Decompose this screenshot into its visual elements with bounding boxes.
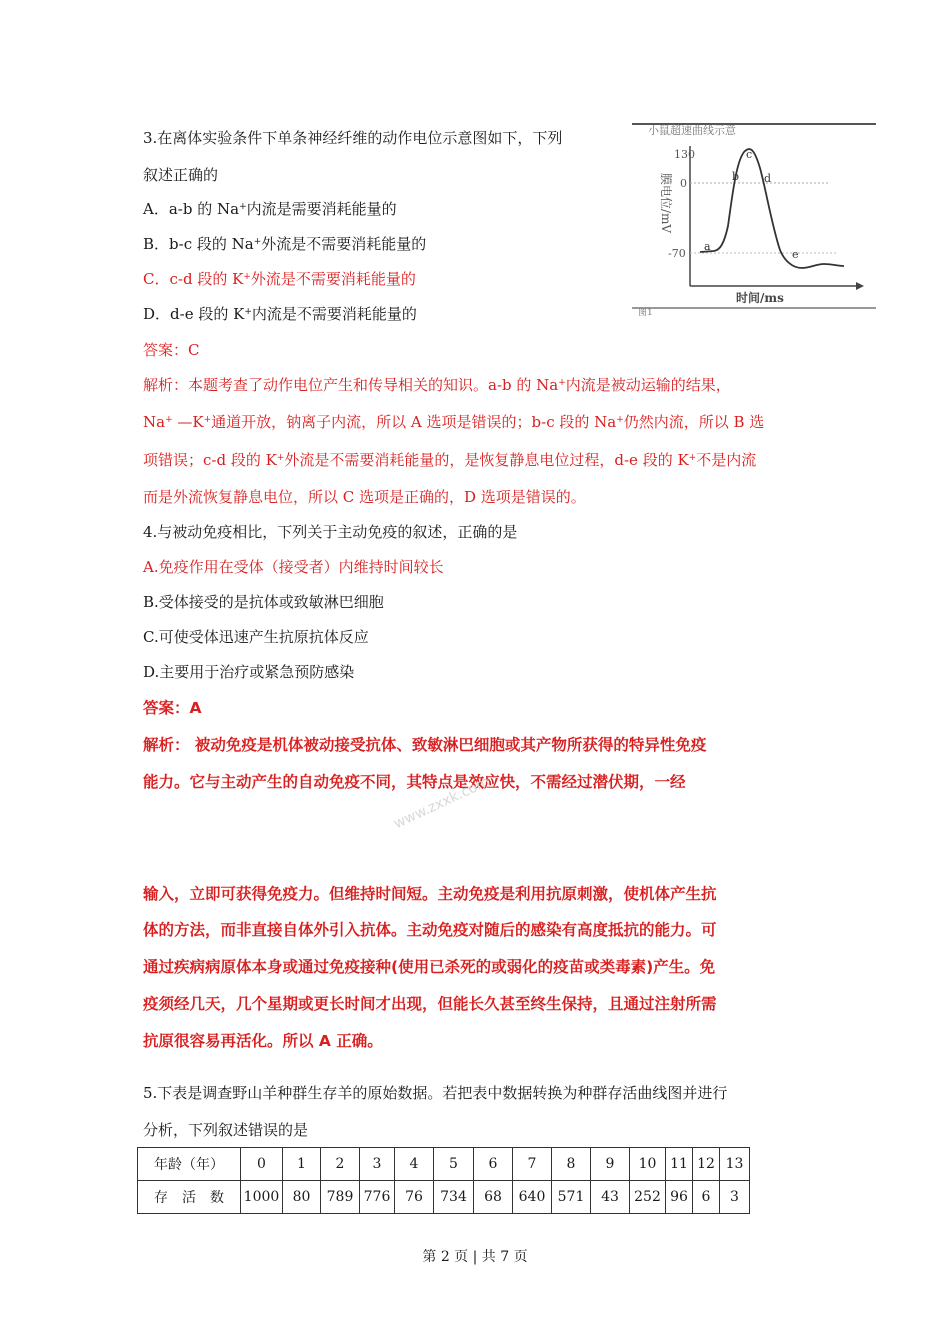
table-row-header-survivors: 存 活 数 bbox=[138, 1181, 241, 1214]
q4-analysis-line4: 体的方法，而非直接自体外引入抗体。主动免疫对随后的感染有高度抵抗的能力。可 bbox=[143, 921, 717, 939]
q3-analysis-l3-e: 不是内流 bbox=[696, 451, 757, 469]
page-footer: 第 2 页 | 共 7 页 bbox=[422, 1249, 528, 1265]
q4-option-d: D.主要用于治疗或紧急预防感染 bbox=[143, 663, 355, 681]
table-cell-survivors: 43 bbox=[591, 1181, 630, 1214]
q4-analysis-line3: 输入，立即可获得免疫力。但维持时间短。主动免疫是利用抗原刺激，使机体产生抗 bbox=[143, 885, 717, 903]
table-cell-age: 4 bbox=[395, 1148, 434, 1181]
table-row bbox=[138, 1148, 750, 1181]
table-cell-age: 12 bbox=[693, 1148, 720, 1181]
q3-analysis-l1-post: 内流是被动运输的结果， bbox=[565, 376, 731, 394]
q3-analysis-line3 bbox=[143, 450, 756, 470]
table-cell-age: 10 bbox=[630, 1148, 666, 1181]
q3-stem-line1: 3.在离体实验条件下单条神经纤维的动作电位示意图如下，下列 bbox=[143, 129, 563, 147]
q3-analysis-l2-e: 通道开放，钠离子内流，所以 A 选项是错误的；b-c 段的 Na bbox=[211, 413, 617, 431]
figure-point-e: e bbox=[792, 248, 799, 261]
table-cell-survivors: 80 bbox=[283, 1181, 321, 1214]
q4-analysis-line2: 能力。它与主动产生的自动免疫不同，其特点是效应快，不需经过潜伏期，一经 bbox=[143, 773, 686, 791]
table-cell-survivors: 96 bbox=[666, 1181, 693, 1214]
table-cell-age: 0 bbox=[241, 1148, 283, 1181]
figure-x-label: 时间/ms bbox=[736, 291, 784, 305]
figure-point-c: c bbox=[746, 148, 753, 161]
action-potential-figure bbox=[628, 118, 880, 316]
q3-analysis-l3-b: + bbox=[276, 453, 285, 463]
figure-ytick-130: 130 bbox=[674, 148, 695, 161]
q4-analysis-line7: 抗原很容易再活化。所以 A 正确。 bbox=[143, 1032, 383, 1050]
q4-analysis-line1: 解析： 被动免疫是机体被动接受抗体、致敏淋巴细胞或其产物所获得的特异性免疫 bbox=[143, 736, 707, 754]
q3-option-c-pre: C．c-d 段的 K bbox=[143, 270, 244, 288]
table-cell-survivors: 734 bbox=[434, 1181, 474, 1214]
q3-option-d-pre: D．d-e 段的 K bbox=[143, 305, 245, 323]
q3-option-c-post: 外流是不需要消耗能量的 bbox=[250, 270, 416, 288]
q3-answer: 答案：C bbox=[143, 341, 200, 359]
table-cell-age: 3 bbox=[360, 1148, 395, 1181]
table-cell-age: 7 bbox=[513, 1148, 552, 1181]
q3-analysis-l1-sup: + bbox=[558, 378, 566, 388]
table-cell-age: 11 bbox=[666, 1148, 693, 1181]
figure-y-label: 膜电位/mV bbox=[659, 173, 673, 234]
q5-stem-line2: 分析，下列叙述错误的是 bbox=[143, 1121, 309, 1139]
q3-analysis-l2-f: + bbox=[616, 415, 624, 425]
table-cell-survivors: 1000 bbox=[241, 1181, 283, 1214]
table-row-header-age: 年龄（年） bbox=[138, 1148, 241, 1181]
table-cell-age: 13 bbox=[720, 1148, 750, 1181]
q3-analysis-l2-c: —K bbox=[172, 413, 204, 431]
figure-ytick-minus70: -70 bbox=[668, 247, 686, 260]
q3-option-b-sup: + bbox=[253, 237, 262, 247]
watermark: www.zxxk.com bbox=[391, 773, 493, 833]
q3-analysis-l3-c: 外流是不需要消耗能量的，是恢复静息电位过程，d-e 段的 K bbox=[284, 451, 689, 469]
q3-analysis-line4: 而是外流恢复静息电位，所以 C 选项是正确的，D 选项是错误的。 bbox=[143, 488, 586, 506]
q4-answer: 答案：A bbox=[143, 699, 202, 717]
figure-point-d: d bbox=[764, 172, 772, 185]
table-cell-survivors: 76 bbox=[395, 1181, 434, 1214]
table-cell-age: 6 bbox=[474, 1148, 513, 1181]
table-cell-age: 9 bbox=[591, 1148, 630, 1181]
table-cell-age: 2 bbox=[321, 1148, 360, 1181]
figure-corner-label: 图1 bbox=[638, 308, 653, 316]
table-cell-survivors: 252 bbox=[630, 1181, 666, 1214]
action-potential-svg bbox=[628, 118, 880, 316]
q3-option-a-sup: + bbox=[239, 202, 247, 212]
q3-analysis-l2-g: 仍然内流，所以 B 选 bbox=[623, 413, 765, 431]
q3-analysis-l2-d: + bbox=[203, 415, 212, 425]
q4-option-a: A.免疫作用在受体（接受者）内维持时间较长 bbox=[143, 558, 444, 576]
q3-analysis-line2 bbox=[143, 412, 764, 432]
table-cell-survivors: 776 bbox=[360, 1181, 395, 1214]
q3-stem-line2: 叙述正确的 bbox=[143, 166, 219, 184]
q3-analysis-l2-b: + bbox=[165, 415, 173, 425]
q3-analysis-l2-a: Na bbox=[143, 413, 166, 431]
q4-stem: 4.与被动免疫相比，下列关于主动免疫的叙述，正确的是 bbox=[143, 523, 518, 541]
q3-option-d-post: 内流是不需要消耗能量的 bbox=[251, 305, 417, 323]
survival-table bbox=[137, 1147, 750, 1214]
q3-option-b-post: 外流是不需要消耗能量的 bbox=[261, 235, 427, 253]
table-cell-survivors: 68 bbox=[474, 1181, 513, 1214]
q4-analysis-line5: 通过疾病病原体本身或通过免疫接种(使用已杀死的或弱化的疫苗或类毒素)产生。免 bbox=[143, 958, 716, 976]
action-potential-curve bbox=[700, 149, 844, 268]
figure-point-a: a bbox=[704, 240, 711, 253]
q3-option-b-pre: B．b-c 段的 Na bbox=[143, 235, 254, 253]
q3-option-c bbox=[143, 269, 416, 289]
table-cell-age: 1 bbox=[283, 1148, 321, 1181]
table-cell-survivors: 571 bbox=[552, 1181, 591, 1214]
q3-analysis-l3-d: + bbox=[688, 453, 697, 463]
q4-option-b: B.受体接受的是抗体或致敏淋巴细胞 bbox=[143, 593, 384, 611]
table-cell-survivors: 789 bbox=[321, 1181, 360, 1214]
q4-analysis-line6: 疫须经几天，几个星期或更长时间才出现，但能长久甚至终生保持，且通过注射所需 bbox=[143, 995, 717, 1013]
q3-option-a-pre: A．a-b 的 Na bbox=[143, 200, 240, 218]
q3-option-a bbox=[143, 199, 397, 219]
q3-option-a-post: 内流是需要消耗能量的 bbox=[246, 200, 397, 218]
q3-analysis-l3-a: 项错误；c-d 段的 K bbox=[143, 451, 277, 469]
q3-analysis-l1-pre: 解析：本题考查了动作电位产生和传导相关的知识。a-b 的 Na bbox=[143, 376, 559, 394]
table-cell-age: 8 bbox=[552, 1148, 591, 1181]
figure-x-arrow bbox=[856, 282, 864, 290]
table-row bbox=[138, 1181, 750, 1214]
table-cell-survivors: 6 bbox=[693, 1181, 720, 1214]
table-cell-survivors: 640 bbox=[513, 1181, 552, 1214]
figure-ytick-0: 0 bbox=[680, 177, 687, 190]
q3-option-d-sup: + bbox=[244, 307, 252, 317]
table-cell-age: 5 bbox=[434, 1148, 474, 1181]
q3-option-b bbox=[143, 234, 426, 254]
q3-option-d bbox=[143, 304, 417, 324]
q5-stem-line1: 5.下表是调查野山羊种群生存羊的原始数据。若把表中数据转换为种群存活曲线图并进行 bbox=[143, 1084, 728, 1102]
figure-point-b: b bbox=[732, 170, 740, 183]
figure-header: 小鼠超速曲线示意 bbox=[648, 124, 736, 137]
q3-option-c-sup: + bbox=[243, 272, 251, 282]
q4-option-c: C.可使受体迅速产生抗原抗体反应 bbox=[143, 628, 369, 646]
table-cell-survivors: 3 bbox=[720, 1181, 750, 1214]
q3-analysis-line1 bbox=[143, 375, 731, 395]
